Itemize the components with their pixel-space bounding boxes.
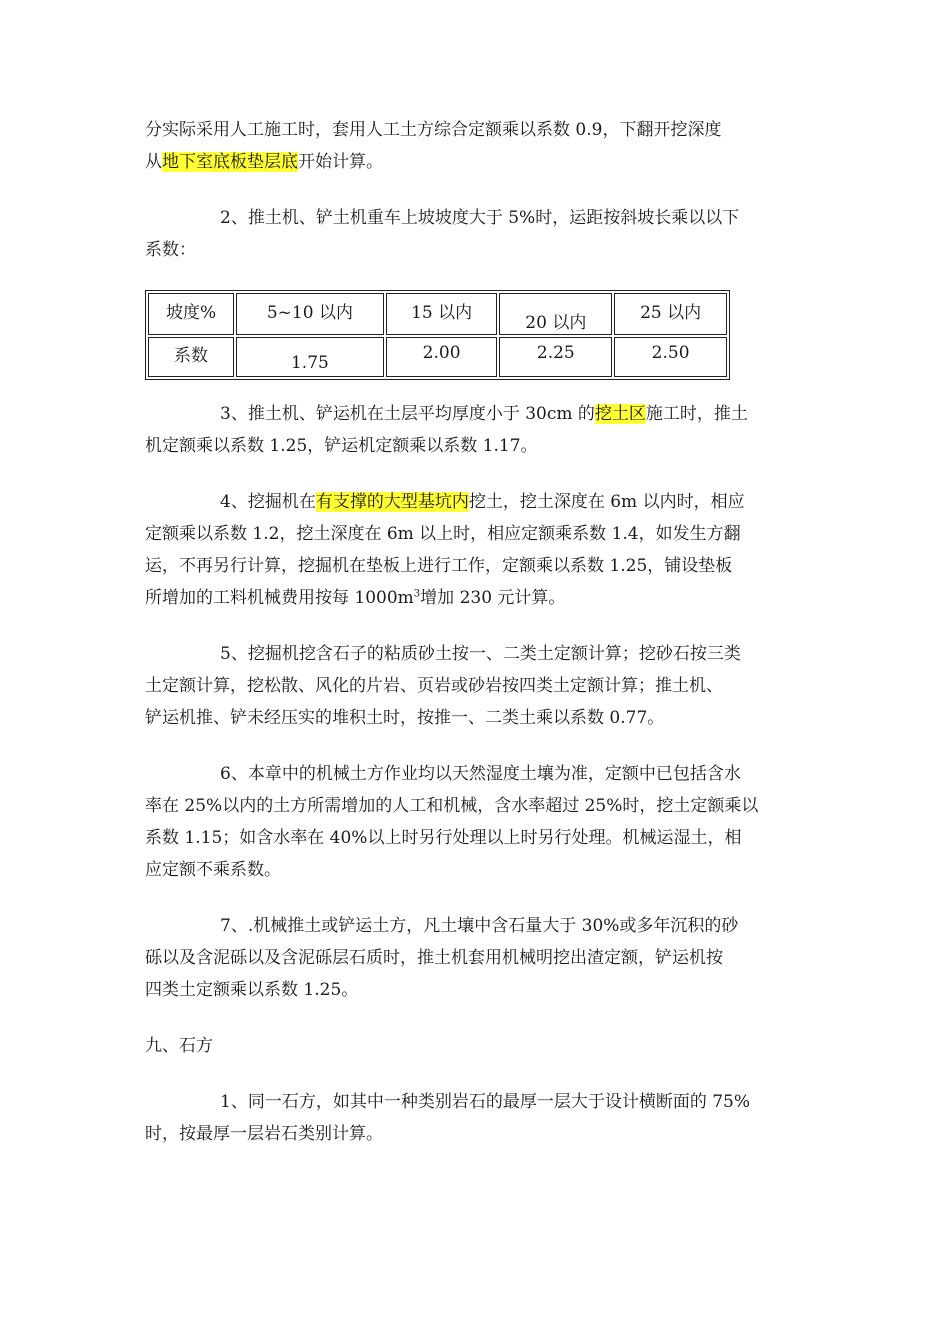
- highlight-supported-pit: 有支撑的大型基坑内: [315, 492, 469, 512]
- para-7-line-2: 砾以及含泥砾以及含泥砾层石质时，推土机套用机械明挖出渣定额，铲运机按: [145, 948, 723, 968]
- slope-coefficient-table: [145, 290, 730, 380]
- para-2-line-1: 2、推土机、铲土机重车上坡坡度大于 5%时，运距按斜坡长乘以以下: [220, 208, 740, 228]
- para-6-line-3: 系数 1.15；如含水率在 40%以上时另行处理以上时另行处理。机械运湿土，相: [145, 828, 742, 848]
- para-5-line-3: 铲运机推、铲未经压实的堆积土时，按推一、二类土乘以系数 0.77。: [145, 708, 665, 728]
- para-2-line-2: 系数：: [145, 240, 196, 260]
- table-cell: 2.50: [614, 337, 727, 377]
- para-4-line-2: 定额乘以系数 1.2，挖土深度在 6m 以上时，相应定额乘系数 1.4，如发生方翻: [145, 524, 741, 544]
- para-6-line-1: 6、本章中的机械土方作业均以天然湿度土壤为准，定额中已包括含水: [220, 764, 741, 784]
- para-4-line-4: 所增加的工料机械费用按每 $1000m^3$增加 230 元计算。: [145, 588, 566, 608]
- highlight-basement-slab: 地下室底板垫层底: [162, 152, 298, 172]
- para-3-line-2: 机定额乘以系数 1.25，铲运机定额乘以系数 1.17。: [145, 436, 538, 456]
- table-cell: 系数: [148, 337, 234, 377]
- table-cell: 坡度%: [148, 293, 234, 335]
- para-9-1-line-2: 时，按最厚一层岩石类别计算。: [145, 1124, 383, 1144]
- table-cell: 15 以内: [386, 293, 498, 335]
- para-6-line-2: 率在 25%以内的土方所需增加的人工和机械，含水率超过 25%时，挖土定额乘以: [145, 796, 759, 816]
- section-heading-stone: 九、石方: [145, 1036, 213, 1056]
- para-4-line-3: 运，不再另行计算，挖掘机在垫板上进行工作，定额乘以系数 1.25，铺设垫板: [145, 556, 733, 576]
- table-header-row: [148, 293, 727, 335]
- table-row: [148, 337, 727, 377]
- para-7-line-3: 四类土定额乘以系数 1.25。: [145, 980, 359, 1000]
- para-continuation-line-2: 从地下室底板垫层底开始计算。: [145, 152, 383, 172]
- para-5-line-1: 5、挖掘机挖含石子的粘质砂土按一、二类土定额计算；挖砂石按三类: [220, 644, 741, 664]
- para-continuation-line-1: 分实际采用人工施工时，套用人工土方综合定额乘以系数 0.9，下翻开挖深度: [145, 120, 722, 140]
- table-cell: 2.00: [386, 337, 498, 377]
- highlight-excavation-zone: 挖土区: [594, 404, 646, 424]
- para-7-line-1: 7、.机械推土或铲运土方，凡土壤中含石量大于 30%或多年沉积的砂: [220, 916, 739, 936]
- table-cell: 2.25: [499, 337, 612, 377]
- para-5-line-2: 土定额计算，挖松散、风化的片岩、页岩或砂岩按四类土定额计算；推土机、: [145, 676, 723, 696]
- para-3-line-1: 3、推土机、铲运机在土层平均厚度小于 30cm 的挖土区施工时，推土: [220, 404, 748, 424]
- table-cell: 20 以内: [499, 293, 612, 335]
- para-9-1-line-1: 1、同一石方，如其中一种类别岩石的最厚一层大于设计横断面的 75%: [220, 1092, 751, 1112]
- para-4-line-1: 4、挖掘机在有支撑的大型基坑内挖土，挖土深度在 6m 以内时，相应: [220, 492, 745, 512]
- table-cell: 5~10 以内: [236, 293, 384, 335]
- table-cell: 1.75: [236, 337, 384, 377]
- table-cell: 25 以内: [614, 293, 727, 335]
- para-6-line-4: 应定额不乘系数。: [145, 860, 281, 880]
